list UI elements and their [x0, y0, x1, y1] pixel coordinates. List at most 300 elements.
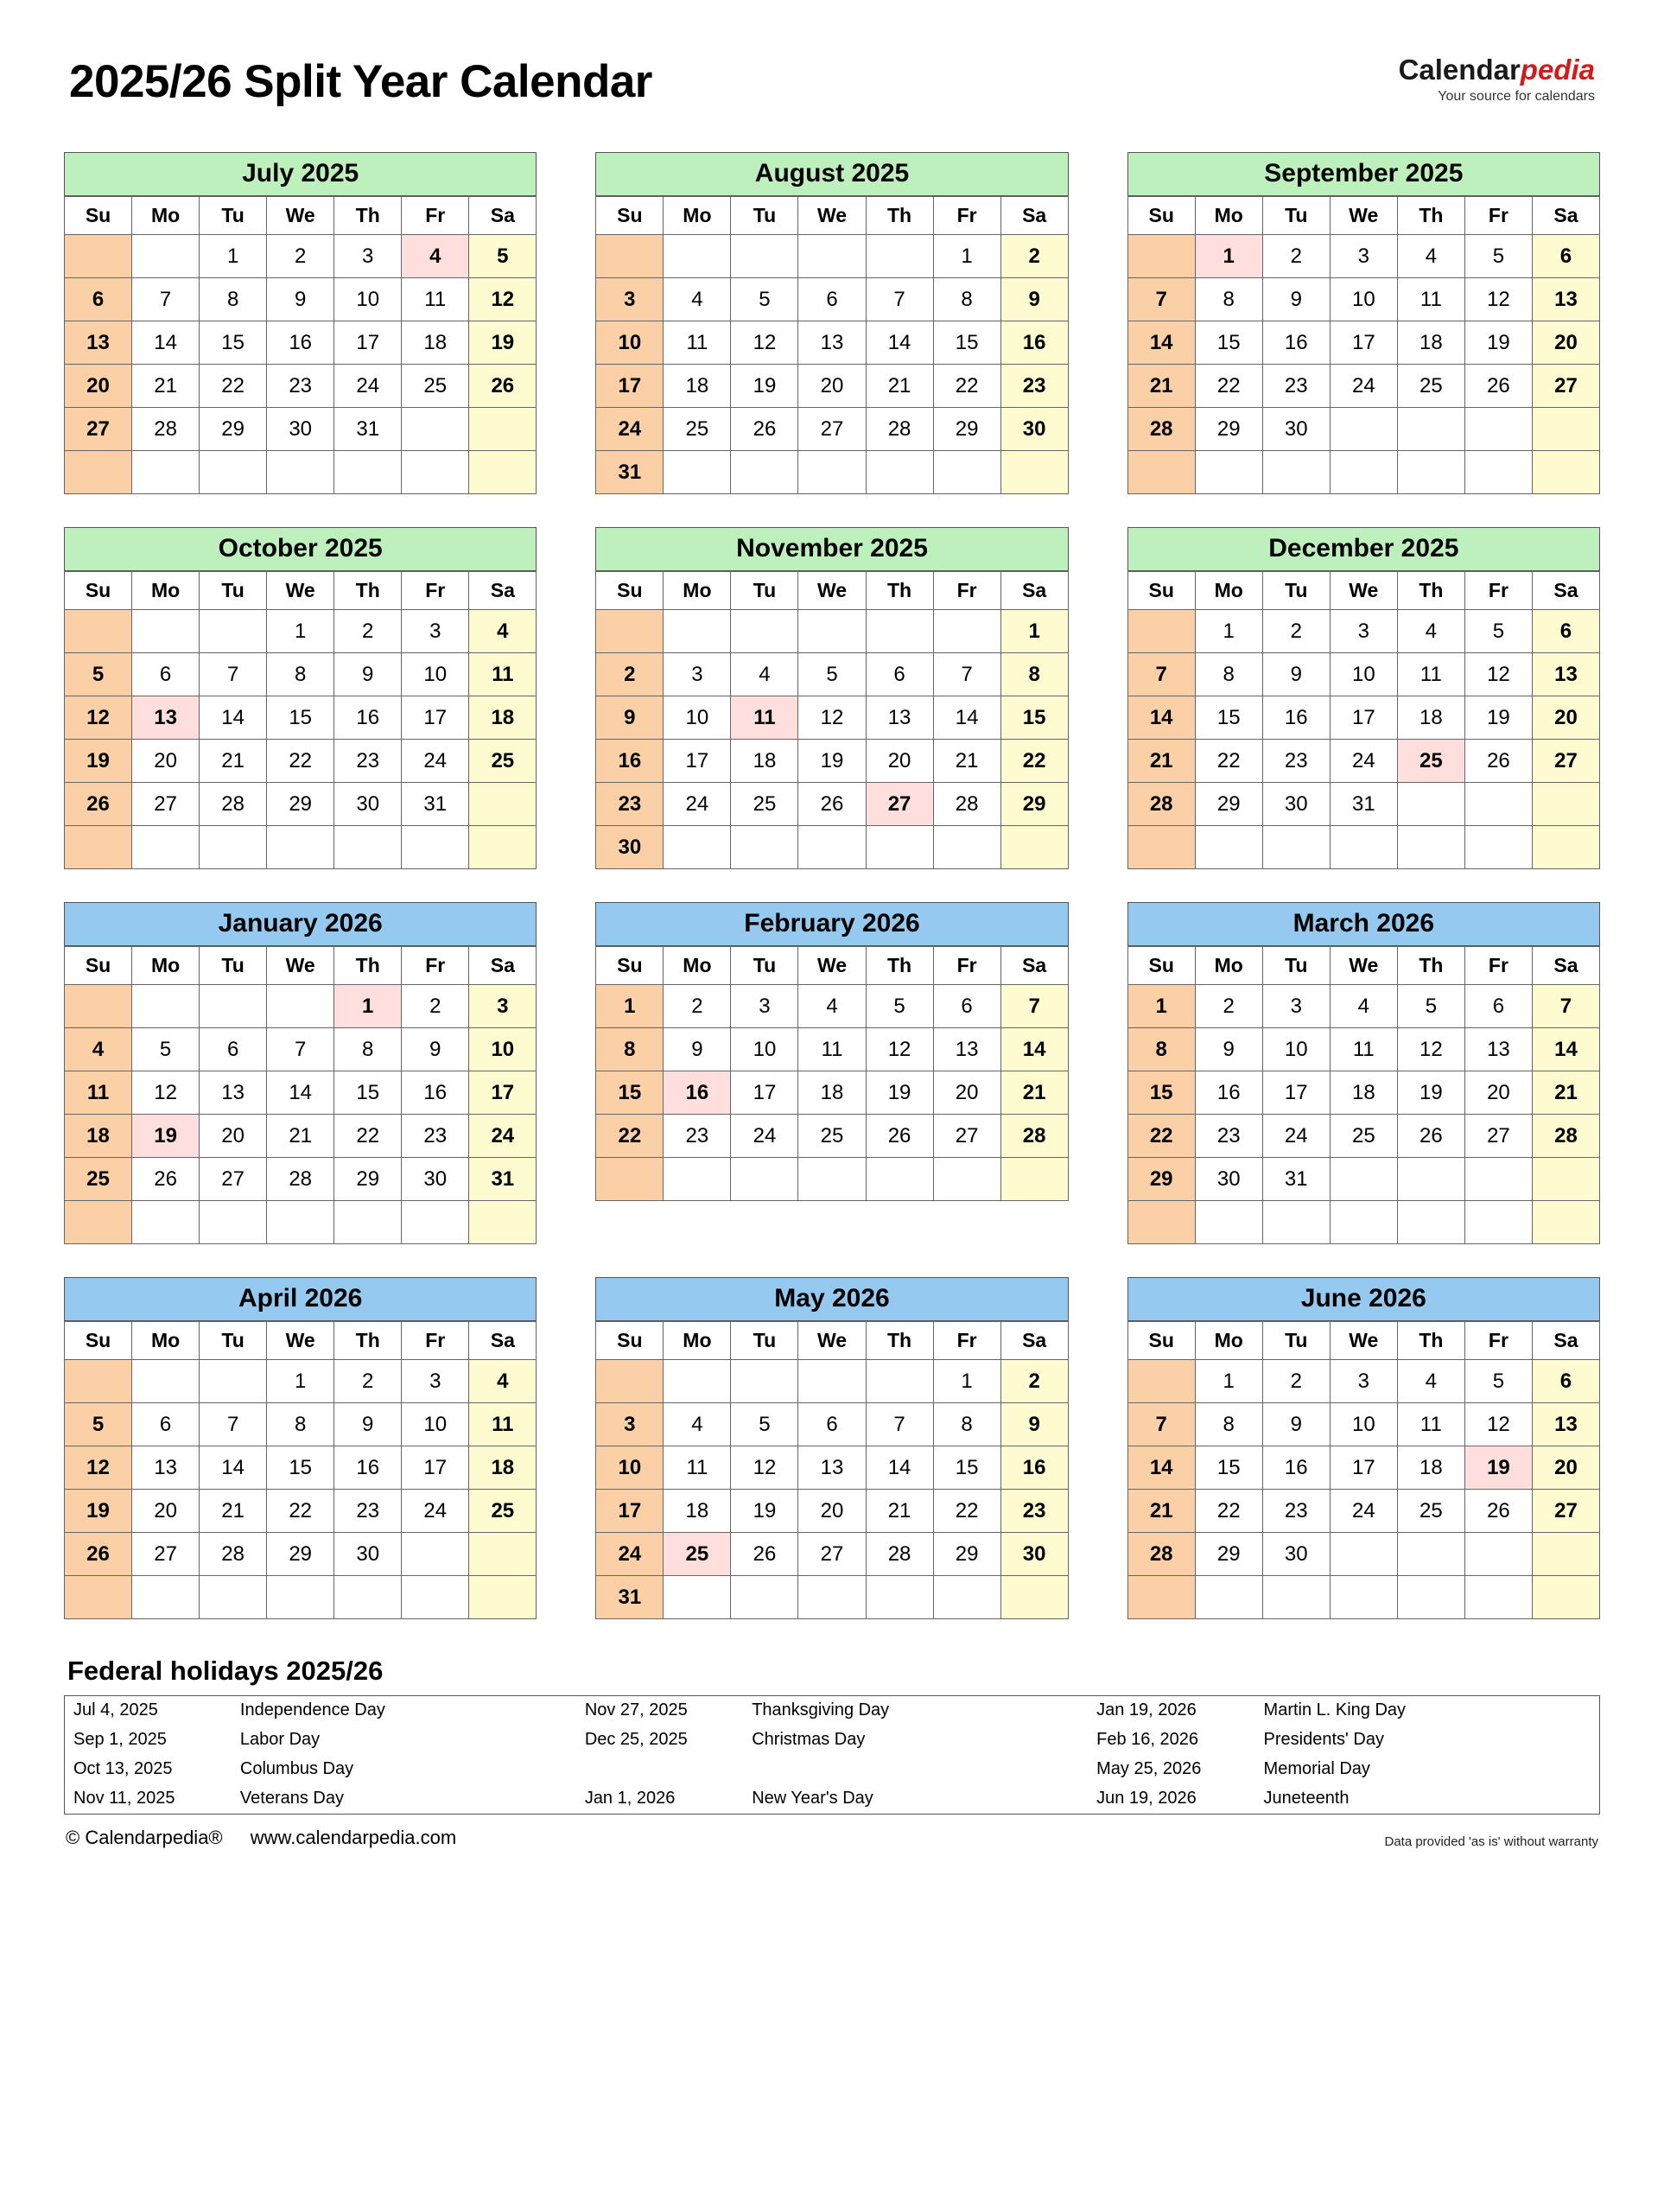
day-cell[interactable]: 29	[334, 1158, 402, 1201]
day-cell[interactable]: 10	[402, 653, 469, 696]
day-cell[interactable]: 1	[1195, 1360, 1262, 1403]
day-cell[interactable]: 25	[65, 1158, 132, 1201]
day-cell[interactable]: 3	[1330, 610, 1397, 653]
day-cell[interactable]: 22	[1195, 740, 1262, 783]
day-cell[interactable]: 14	[866, 321, 933, 365]
day-cell[interactable]: 9	[1000, 1403, 1068, 1446]
day-cell[interactable]: 4	[469, 1360, 537, 1403]
day-cell[interactable]: 24	[1330, 1490, 1397, 1533]
day-cell[interactable]: 4	[1397, 610, 1464, 653]
day-cell[interactable]: 29	[933, 408, 1000, 451]
day-cell[interactable]: 23	[334, 1490, 402, 1533]
day-cell[interactable]: 26	[65, 783, 132, 826]
day-cell[interactable]: 13	[1532, 653, 1599, 696]
day-cell[interactable]: 27	[798, 408, 866, 451]
day-cell[interactable]: 8	[267, 1403, 334, 1446]
day-cell[interactable]: 3	[469, 985, 537, 1028]
day-cell[interactable]: 29	[1000, 783, 1068, 826]
day-cell[interactable]: 9	[1000, 278, 1068, 321]
day-cell[interactable]: 12	[1397, 1028, 1464, 1071]
day-cell[interactable]: 14	[1127, 696, 1195, 740]
day-cell[interactable]: 4	[1330, 985, 1397, 1028]
day-cell[interactable]: 15	[267, 1446, 334, 1490]
day-cell[interactable]: 22	[267, 740, 334, 783]
day-cell[interactable]: 25	[469, 740, 537, 783]
day-cell[interactable]: 7	[1127, 1403, 1195, 1446]
day-cell[interactable]: 23	[1262, 365, 1330, 408]
day-cell[interactable]: 10	[402, 1403, 469, 1446]
day-cell[interactable]: 18	[798, 1071, 866, 1115]
day-cell[interactable]: 17	[1262, 1071, 1330, 1115]
day-cell[interactable]: 9	[334, 1403, 402, 1446]
day-cell[interactable]: 1	[334, 985, 402, 1028]
day-cell[interactable]: 2	[267, 235, 334, 278]
day-cell[interactable]: 26	[1397, 1115, 1464, 1158]
day-cell[interactable]: 8	[933, 1403, 1000, 1446]
day-cell[interactable]: 16	[1262, 696, 1330, 740]
day-cell[interactable]: 11	[65, 1071, 132, 1115]
day-cell[interactable]: 12	[731, 321, 798, 365]
day-cell[interactable]: 5	[866, 985, 933, 1028]
day-cell[interactable]: 2	[1262, 1360, 1330, 1403]
day-cell[interactable]: 18	[731, 740, 798, 783]
day-cell[interactable]: 14	[933, 696, 1000, 740]
day-cell[interactable]: 13	[798, 321, 866, 365]
day-cell[interactable]: 18	[1330, 1071, 1397, 1115]
day-cell[interactable]: 8	[334, 1028, 402, 1071]
day-cell[interactable]: 24	[1330, 740, 1397, 783]
day-cell[interactable]: 19	[798, 740, 866, 783]
day-cell[interactable]: 7	[1000, 985, 1068, 1028]
day-cell[interactable]: 19	[1464, 1446, 1532, 1490]
day-cell[interactable]: 30	[1000, 1533, 1068, 1576]
day-cell[interactable]: 8	[200, 278, 267, 321]
day-cell[interactable]: 4	[798, 985, 866, 1028]
day-cell[interactable]: 6	[798, 278, 866, 321]
day-cell[interactable]: 11	[731, 696, 798, 740]
day-cell[interactable]: 14	[866, 1446, 933, 1490]
day-cell[interactable]: 19	[1464, 696, 1532, 740]
day-cell[interactable]: 6	[933, 985, 1000, 1028]
day-cell[interactable]: 2	[664, 985, 731, 1028]
day-cell[interactable]: 7	[866, 278, 933, 321]
day-cell[interactable]: 15	[1195, 321, 1262, 365]
day-cell[interactable]: 14	[132, 321, 200, 365]
day-cell[interactable]: 7	[267, 1028, 334, 1071]
day-cell[interactable]: 23	[334, 740, 402, 783]
day-cell[interactable]: 3	[402, 1360, 469, 1403]
day-cell[interactable]: 28	[866, 1533, 933, 1576]
day-cell[interactable]: 21	[267, 1115, 334, 1158]
day-cell[interactable]: 29	[200, 408, 267, 451]
day-cell[interactable]: 27	[200, 1158, 267, 1201]
day-cell[interactable]: 28	[132, 408, 200, 451]
day-cell[interactable]: 2	[1195, 985, 1262, 1028]
day-cell[interactable]: 20	[1464, 1071, 1532, 1115]
day-cell[interactable]: 22	[596, 1115, 664, 1158]
day-cell[interactable]: 17	[664, 740, 731, 783]
day-cell[interactable]: 9	[1195, 1028, 1262, 1071]
day-cell[interactable]: 26	[798, 783, 866, 826]
day-cell[interactable]: 2	[1262, 235, 1330, 278]
day-cell[interactable]: 20	[1532, 1446, 1599, 1490]
day-cell[interactable]: 5	[1464, 235, 1532, 278]
day-cell[interactable]: 19	[866, 1071, 933, 1115]
day-cell[interactable]: 1	[1195, 235, 1262, 278]
day-cell[interactable]: 25	[664, 1533, 731, 1576]
day-cell[interactable]: 7	[933, 653, 1000, 696]
day-cell[interactable]: 7	[866, 1403, 933, 1446]
day-cell[interactable]: 1	[1195, 610, 1262, 653]
day-cell[interactable]: 14	[1000, 1028, 1068, 1071]
day-cell[interactable]: 29	[1195, 1533, 1262, 1576]
day-cell[interactable]: 30	[267, 408, 334, 451]
day-cell[interactable]: 14	[200, 696, 267, 740]
day-cell[interactable]: 11	[1330, 1028, 1397, 1071]
day-cell[interactable]: 30	[1262, 408, 1330, 451]
day-cell[interactable]: 27	[1532, 740, 1599, 783]
day-cell[interactable]: 5	[1397, 985, 1464, 1028]
day-cell[interactable]: 10	[334, 278, 402, 321]
day-cell[interactable]: 13	[798, 1446, 866, 1490]
day-cell[interactable]: 19	[731, 1490, 798, 1533]
day-cell[interactable]: 30	[1262, 1533, 1330, 1576]
day-cell[interactable]: 1	[933, 1360, 1000, 1403]
day-cell[interactable]: 5	[1464, 1360, 1532, 1403]
day-cell[interactable]: 8	[933, 278, 1000, 321]
day-cell[interactable]: 15	[1195, 1446, 1262, 1490]
day-cell[interactable]: 14	[1127, 321, 1195, 365]
day-cell[interactable]: 30	[334, 783, 402, 826]
day-cell[interactable]: 21	[200, 1490, 267, 1533]
day-cell[interactable]: 6	[132, 653, 200, 696]
day-cell[interactable]: 16	[1262, 1446, 1330, 1490]
day-cell[interactable]: 9	[596, 696, 664, 740]
day-cell[interactable]: 18	[469, 696, 537, 740]
day-cell[interactable]: 24	[1262, 1115, 1330, 1158]
day-cell[interactable]: 21	[1532, 1071, 1599, 1115]
day-cell[interactable]: 29	[933, 1533, 1000, 1576]
day-cell[interactable]: 5	[798, 653, 866, 696]
day-cell[interactable]: 31	[469, 1158, 537, 1201]
day-cell[interactable]: 22	[334, 1115, 402, 1158]
day-cell[interactable]: 3	[402, 610, 469, 653]
day-cell[interactable]: 13	[1532, 278, 1599, 321]
day-cell[interactable]: 28	[200, 783, 267, 826]
day-cell[interactable]: 10	[596, 1446, 664, 1490]
day-cell[interactable]: 25	[798, 1115, 866, 1158]
day-cell[interactable]: 5	[132, 1028, 200, 1071]
day-cell[interactable]: 28	[267, 1158, 334, 1201]
day-cell[interactable]: 4	[1397, 1360, 1464, 1403]
day-cell[interactable]: 15	[200, 321, 267, 365]
day-cell[interactable]: 11	[664, 321, 731, 365]
day-cell[interactable]: 17	[334, 321, 402, 365]
day-cell[interactable]: 1	[200, 235, 267, 278]
day-cell[interactable]: 1	[1000, 610, 1068, 653]
day-cell[interactable]: 20	[132, 1490, 200, 1533]
day-cell[interactable]: 22	[1195, 365, 1262, 408]
day-cell[interactable]: 16	[402, 1071, 469, 1115]
day-cell[interactable]: 22	[933, 1490, 1000, 1533]
day-cell[interactable]: 15	[1127, 1071, 1195, 1115]
day-cell[interactable]: 4	[65, 1028, 132, 1071]
day-cell[interactable]: 18	[469, 1446, 537, 1490]
day-cell[interactable]: 9	[402, 1028, 469, 1071]
day-cell[interactable]: 5	[731, 278, 798, 321]
day-cell[interactable]: 11	[469, 1403, 537, 1446]
day-cell[interactable]: 15	[1195, 696, 1262, 740]
day-cell[interactable]: 12	[798, 696, 866, 740]
day-cell[interactable]: 23	[1262, 740, 1330, 783]
day-cell[interactable]: 23	[1195, 1115, 1262, 1158]
day-cell[interactable]: 28	[933, 783, 1000, 826]
day-cell[interactable]: 2	[334, 1360, 402, 1403]
day-cell[interactable]: 10	[731, 1028, 798, 1071]
day-cell[interactable]: 17	[402, 1446, 469, 1490]
day-cell[interactable]: 8	[1127, 1028, 1195, 1071]
day-cell[interactable]: 20	[200, 1115, 267, 1158]
day-cell[interactable]: 18	[402, 321, 469, 365]
day-cell[interactable]: 2	[1262, 610, 1330, 653]
day-cell[interactable]: 3	[731, 985, 798, 1028]
day-cell[interactable]: 2	[402, 985, 469, 1028]
day-cell[interactable]: 11	[1397, 653, 1464, 696]
footer-url[interactable]: www.calendarpedia.com	[250, 1827, 457, 1848]
day-cell[interactable]: 16	[596, 740, 664, 783]
day-cell[interactable]: 8	[596, 1028, 664, 1071]
day-cell[interactable]: 28	[200, 1533, 267, 1576]
day-cell[interactable]: 26	[731, 1533, 798, 1576]
day-cell[interactable]: 21	[1000, 1071, 1068, 1115]
day-cell[interactable]: 26	[469, 365, 537, 408]
day-cell[interactable]: 6	[1464, 985, 1532, 1028]
day-cell[interactable]: 11	[469, 653, 537, 696]
day-cell[interactable]: 2	[596, 653, 664, 696]
day-cell[interactable]: 6	[65, 278, 132, 321]
day-cell[interactable]: 5	[469, 235, 537, 278]
day-cell[interactable]: 17	[1330, 696, 1397, 740]
day-cell[interactable]: 27	[132, 783, 200, 826]
day-cell[interactable]: 31	[596, 1576, 664, 1619]
day-cell[interactable]: 9	[1262, 1403, 1330, 1446]
day-cell[interactable]: 2	[334, 610, 402, 653]
day-cell[interactable]: 7	[200, 1403, 267, 1446]
day-cell[interactable]: 25	[1397, 365, 1464, 408]
day-cell[interactable]: 12	[65, 696, 132, 740]
day-cell[interactable]: 17	[402, 696, 469, 740]
day-cell[interactable]: 21	[1127, 365, 1195, 408]
day-cell[interactable]: 21	[1127, 740, 1195, 783]
day-cell[interactable]: 6	[200, 1028, 267, 1071]
day-cell[interactable]: 13	[1464, 1028, 1532, 1071]
day-cell[interactable]: 10	[1330, 1403, 1397, 1446]
day-cell[interactable]: 22	[1195, 1490, 1262, 1533]
day-cell[interactable]: 16	[1000, 321, 1068, 365]
day-cell[interactable]: 6	[1532, 1360, 1599, 1403]
day-cell[interactable]: 29	[267, 1533, 334, 1576]
day-cell[interactable]: 12	[731, 1446, 798, 1490]
day-cell[interactable]: 6	[132, 1403, 200, 1446]
day-cell[interactable]: 27	[1532, 1490, 1599, 1533]
day-cell[interactable]: 5	[65, 1403, 132, 1446]
day-cell[interactable]: 25	[469, 1490, 537, 1533]
day-cell[interactable]: 28	[866, 408, 933, 451]
day-cell[interactable]: 27	[933, 1115, 1000, 1158]
day-cell[interactable]: 11	[402, 278, 469, 321]
day-cell[interactable]: 8	[1195, 1403, 1262, 1446]
day-cell[interactable]: 20	[1532, 321, 1599, 365]
day-cell[interactable]: 28	[1127, 783, 1195, 826]
day-cell[interactable]: 20	[866, 740, 933, 783]
day-cell[interactable]: 11	[798, 1028, 866, 1071]
day-cell[interactable]: 18	[1397, 1446, 1464, 1490]
day-cell[interactable]: 27	[798, 1533, 866, 1576]
day-cell[interactable]: 12	[866, 1028, 933, 1071]
day-cell[interactable]: 21	[200, 740, 267, 783]
day-cell[interactable]: 12	[469, 278, 537, 321]
day-cell[interactable]: 15	[933, 1446, 1000, 1490]
day-cell[interactable]: 11	[1397, 278, 1464, 321]
day-cell[interactable]: 31	[596, 451, 664, 494]
day-cell[interactable]: 29	[267, 783, 334, 826]
day-cell[interactable]: 27	[1532, 365, 1599, 408]
day-cell[interactable]: 16	[1000, 1446, 1068, 1490]
day-cell[interactable]: 13	[132, 1446, 200, 1490]
day-cell[interactable]: 23	[1262, 1490, 1330, 1533]
day-cell[interactable]: 16	[664, 1071, 731, 1115]
day-cell[interactable]: 24	[402, 1490, 469, 1533]
day-cell[interactable]: 10	[469, 1028, 537, 1071]
day-cell[interactable]: 20	[798, 365, 866, 408]
day-cell[interactable]: 13	[200, 1071, 267, 1115]
day-cell[interactable]: 25	[1330, 1115, 1397, 1158]
day-cell[interactable]: 14	[200, 1446, 267, 1490]
day-cell[interactable]: 31	[1262, 1158, 1330, 1201]
day-cell[interactable]: 7	[1127, 278, 1195, 321]
day-cell[interactable]: 6	[1532, 235, 1599, 278]
day-cell[interactable]: 30	[1195, 1158, 1262, 1201]
day-cell[interactable]: 25	[664, 408, 731, 451]
day-cell[interactable]: 27	[65, 408, 132, 451]
day-cell[interactable]: 13	[1532, 1403, 1599, 1446]
day-cell[interactable]: 5	[731, 1403, 798, 1446]
day-cell[interactable]: 3	[1330, 235, 1397, 278]
day-cell[interactable]: 23	[267, 365, 334, 408]
day-cell[interactable]: 18	[1397, 321, 1464, 365]
day-cell[interactable]: 10	[664, 696, 731, 740]
day-cell[interactable]: 25	[402, 365, 469, 408]
day-cell[interactable]: 12	[1464, 1403, 1532, 1446]
day-cell[interactable]: 15	[1000, 696, 1068, 740]
day-cell[interactable]: 9	[267, 278, 334, 321]
day-cell[interactable]: 23	[596, 783, 664, 826]
day-cell[interactable]: 24	[731, 1115, 798, 1158]
day-cell[interactable]: 4	[731, 653, 798, 696]
day-cell[interactable]: 24	[402, 740, 469, 783]
day-cell[interactable]: 22	[267, 1490, 334, 1533]
day-cell[interactable]: 12	[1464, 278, 1532, 321]
day-cell[interactable]: 13	[132, 696, 200, 740]
day-cell[interactable]: 10	[596, 321, 664, 365]
day-cell[interactable]: 12	[65, 1446, 132, 1490]
day-cell[interactable]: 11	[664, 1446, 731, 1490]
day-cell[interactable]: 26	[1464, 740, 1532, 783]
day-cell[interactable]: 17	[1330, 1446, 1397, 1490]
day-cell[interactable]: 1	[596, 985, 664, 1028]
day-cell[interactable]: 5	[65, 653, 132, 696]
day-cell[interactable]: 4	[469, 610, 537, 653]
day-cell[interactable]: 29	[1195, 783, 1262, 826]
day-cell[interactable]: 7	[132, 278, 200, 321]
day-cell[interactable]: 9	[1262, 653, 1330, 696]
day-cell[interactable]: 3	[596, 278, 664, 321]
day-cell[interactable]: 15	[596, 1071, 664, 1115]
day-cell[interactable]: 2	[1000, 1360, 1068, 1403]
day-cell[interactable]: 26	[866, 1115, 933, 1158]
day-cell[interactable]: 22	[200, 365, 267, 408]
day-cell[interactable]: 20	[132, 740, 200, 783]
day-cell[interactable]: 29	[1195, 408, 1262, 451]
day-cell[interactable]: 12	[132, 1071, 200, 1115]
day-cell[interactable]: 2	[1000, 235, 1068, 278]
day-cell[interactable]: 17	[731, 1071, 798, 1115]
day-cell[interactable]: 15	[267, 696, 334, 740]
day-cell[interactable]: 6	[866, 653, 933, 696]
day-cell[interactable]: 31	[402, 783, 469, 826]
day-cell[interactable]: 19	[1397, 1071, 1464, 1115]
day-cell[interactable]: 26	[132, 1158, 200, 1201]
day-cell[interactable]: 9	[334, 653, 402, 696]
day-cell[interactable]: 3	[334, 235, 402, 278]
day-cell[interactable]: 24	[596, 1533, 664, 1576]
day-cell[interactable]: 5	[1464, 610, 1532, 653]
day-cell[interactable]: 4	[402, 235, 469, 278]
day-cell[interactable]: 18	[664, 365, 731, 408]
day-cell[interactable]: 19	[132, 1115, 200, 1158]
day-cell[interactable]: 17	[596, 1490, 664, 1533]
day-cell[interactable]: 21	[933, 740, 1000, 783]
day-cell[interactable]: 24	[469, 1115, 537, 1158]
day-cell[interactable]: 28	[1127, 1533, 1195, 1576]
day-cell[interactable]: 30	[334, 1533, 402, 1576]
day-cell[interactable]: 28	[1000, 1115, 1068, 1158]
day-cell[interactable]: 23	[1000, 1490, 1068, 1533]
day-cell[interactable]: 19	[469, 321, 537, 365]
day-cell[interactable]: 27	[1464, 1115, 1532, 1158]
day-cell[interactable]: 18	[1397, 696, 1464, 740]
day-cell[interactable]: 16	[267, 321, 334, 365]
day-cell[interactable]: 24	[664, 783, 731, 826]
day-cell[interactable]: 4	[664, 278, 731, 321]
day-cell[interactable]: 18	[65, 1115, 132, 1158]
day-cell[interactable]: 8	[1195, 653, 1262, 696]
day-cell[interactable]: 1	[1127, 985, 1195, 1028]
day-cell[interactable]: 19	[65, 1490, 132, 1533]
day-cell[interactable]: 8	[1195, 278, 1262, 321]
day-cell[interactable]: 27	[866, 783, 933, 826]
day-cell[interactable]: 30	[1000, 408, 1068, 451]
day-cell[interactable]: 13	[933, 1028, 1000, 1071]
day-cell[interactable]: 24	[1330, 365, 1397, 408]
day-cell[interactable]: 20	[65, 365, 132, 408]
day-cell[interactable]: 20	[1532, 696, 1599, 740]
day-cell[interactable]: 8	[267, 653, 334, 696]
day-cell[interactable]: 24	[596, 408, 664, 451]
day-cell[interactable]: 22	[1000, 740, 1068, 783]
day-cell[interactable]: 4	[1397, 235, 1464, 278]
day-cell[interactable]: 14	[1532, 1028, 1599, 1071]
